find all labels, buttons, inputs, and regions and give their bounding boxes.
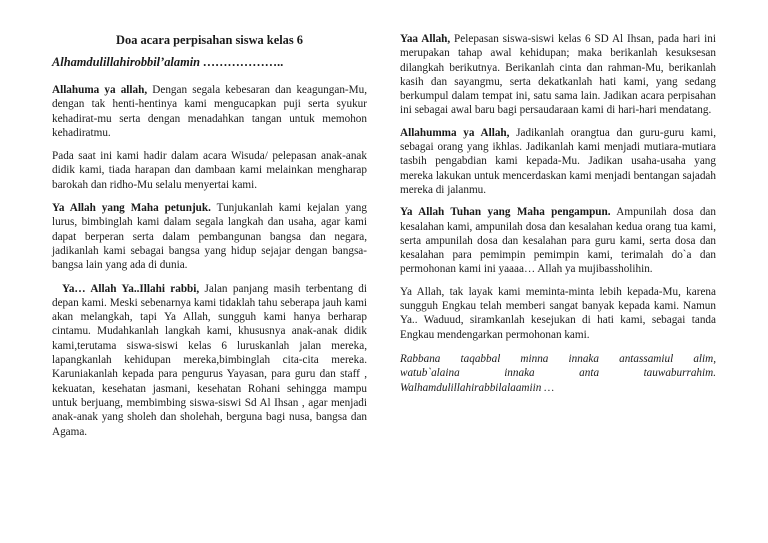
paragraph-lead: Ya Allah yang Maha petunjuk. [52, 202, 211, 215]
opening-praise: Alhamdulillahirobbil’alamin ……………….. [52, 55, 284, 69]
prayer-paragraph [52, 83, 367, 140]
paragraph-text: Pelepasan siswa-siswi kelas 6 SD Al Ihsan, pada hari ini merupakan tahap awal kehidupan; maka berikanlah kesuksesan dilangkah berikutnya. Berikanlah cinta dan rahman-Mu, berikanlah kasih dan sayangmu, serta dekatkanlah hati kami, yang sedang berkumpul dalam tempat ini, satu sama lain. Jadikan acara perpisahan ini sebagai awal baru bagi persaudaraan kami di hari-hari mendatang. [400, 33, 716, 117]
prayer-paragraph [400, 205, 716, 276]
prayer-paragraph [400, 126, 716, 197]
paragraph-text: Ya Allah, tak layak kami meminta-minta lebih kepada-Mu, karena sungguh Engkau telah memberi sangat banyak kepada kami. Namun Ya.. Waduud, siramkanlah kesejukan di hati kami, sebagai tanda Engkau mendengarkan permohonan kami. [400, 285, 716, 341]
closing-prayer [400, 352, 716, 395]
prayer-paragraph [400, 32, 716, 118]
prayer-paragraph [52, 282, 367, 439]
document-title: Doa acara perpisahan siswa kelas 6 [116, 33, 303, 47]
paragraph-lead: Allahuma ya allah, [52, 84, 148, 96]
prayer-paragraph [400, 285, 716, 342]
prayer-paragraph [52, 149, 367, 192]
prayer-paragraph [52, 201, 367, 272]
paragraph-text: Pada saat ini kami hadir dalam acara Wisuda/ pelepasan anak-anak didik kami, tiada harapan dan dambaan kami melainkan mengharap barokah dan ridho-Mu selalu menyertai kami. [52, 150, 367, 191]
paragraph-lead: Ya Allah Tuhan yang Maha pengampun. [400, 206, 611, 219]
left-column [52, 32, 367, 448]
paragraph-text: Dengan segala kebesaran dan keagungan-Mu, dengan tak henti-hentinya kami mengucapkan puji serta syukur kehadirat-mu serta dengan menadahkan tangan untuk memohon kehadiratmu. [52, 84, 367, 139]
paragraph-text: Jalan panjang masih terbentang di depan kami. Meski sebenarnya kami tidaklah tahu seberapa jauh kami akan melangkah, tapi Ya Allah, sungguh kami hanya berharap cintamu. Mudahkanlah langkah kami, khususnya anak-anak didik kami,terutama siswa-siswi kelas 6 luruskanlah jalan mereka, lapangkanlah kehidupan mereka,bimbinglah cita-cita mereka. Karuniakanlah kepada para pengurus Yayasan, para guru dan staff , kekuatan, kesehatan jasmani, kesehatan Rohani sehingga mampu untuk berjuang, membimbing siswa-siswi Sd Al Ihsan , agar menjadi anak-anak yang sholeh dan sholehah, berguna bagi nusa, bangsa dan Agama. [52, 282, 367, 438]
paragraph-lead: Allahumma ya Allah, [400, 126, 510, 139]
closing-line: watub`alaina innaka anta tauwaburrahim. [400, 367, 716, 380]
closing-line: Walhamdulillahirabbilalaamiin … [400, 381, 555, 394]
paragraph-text: Ampunilah dosa dan kesalahan kami, ampunilah dosa dan kesalahan kedua orang tua kami, serta ampunilah dosa dan kesalahan para guru kami, serta dosa dan kesalahan para pemimpin pemimpin kami, terimalah do`a dan permohonan kami ini yaaaa… Allah ya mujibassholihin. [400, 206, 716, 276]
paragraph-lead: Yaa Allah, [400, 33, 451, 45]
paragraph-text: Jadikanlah orangtua dan guru-guru kami, sebagai orang yang ikhlas. Jadikanlah kami menjadi mutiara-mutiara tasbih pengabdian kami kepada-Mu. Jadikan usaha-usaha yang mereka lakukan untuk mencerdaskan kami menjadi bentangan sajadah mereka di jalanmu. [400, 126, 716, 196]
closing-line: Rabbana taqabbal minna innaka antassamiul alim, [400, 352, 716, 365]
right-column [400, 32, 716, 395]
paragraph-lead: Ya… Allah Ya..Illahi rabbi, [62, 282, 200, 295]
paragraph-text: Tunjukanlah kami kejalan yang lurus, bimbinglah kami dalam segala langkah dan usaha, agar kami dapat berperan serta dalam pembangunan bangsa dan negara, jadikanlah kami sebagai bangsa yang hidup sejajar dengan bangsa-bangsa lain yang ada di dunia. [52, 202, 367, 272]
